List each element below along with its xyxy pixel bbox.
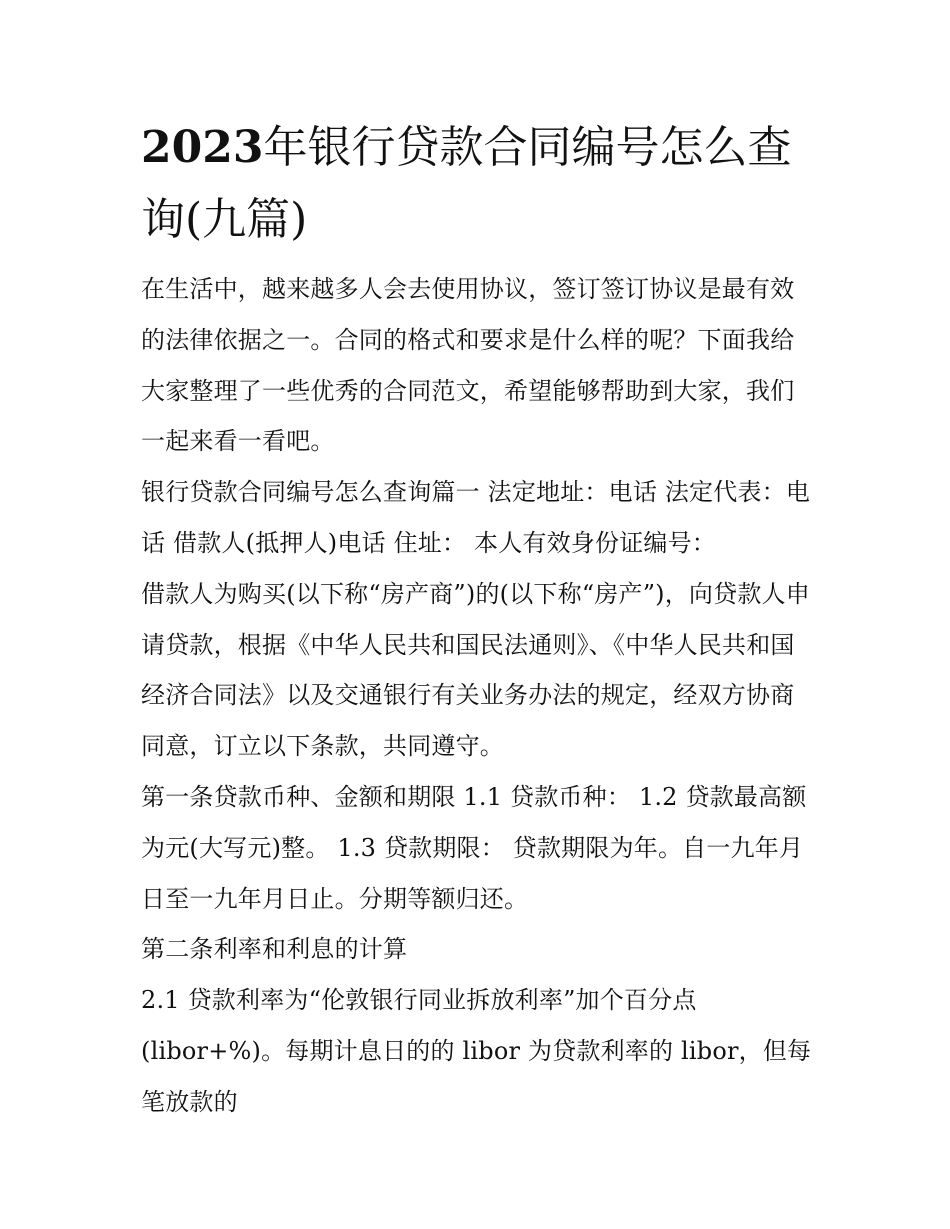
paragraph-intro: 在生活中，越来越多人会去使用协议，签订签订协议是最有效的法律依据之一。合同的格式和要求是什么样的呢？下面我给大家整理了一些优秀的合同范文，希望能够帮助到大家，我们一起来看一看吧。 bbox=[141, 275, 795, 456]
paragraph-clause-one: 第一条贷款币种、金额和期限 1.1 贷款币种： 1.2 贷款最高额为元(大写元)整。 1.3 贷款期限： 贷款期限为年。自一九年月日至一九年月日止。分期等额归还。 bbox=[141, 782, 807, 913]
title-year: 2023 bbox=[141, 122, 264, 173]
document-title bbox=[141, 112, 813, 256]
document-body bbox=[141, 112, 813, 1128]
paragraph-clause-two-one: 2.1 贷款利率为“伦敦银行同业拆放利率”加个百分点(libor+%)。每期计息日的的 libor 为贷款利率的 libor，但每笔放款的 bbox=[141, 986, 812, 1116]
paragraph-preamble: 借款人为购买(以下称“房产商”)的(以下称“房产”)，向贷款人申请贷款，根据《中华人民共和国民法通则》、《中华人民共和国经济合同法》以及交通银行有关业务办法的规定，经双方协商同意，订立以下条款，共同遵守。 bbox=[141, 579, 810, 761]
title-text: 年银行贷款合同编号怎么查询(九篇) bbox=[141, 122, 792, 245]
paragraph-clause-two-heading: 第二条利率和利息的计算 bbox=[141, 935, 408, 964]
paragraph-article-header: 银行贷款合同编号怎么查询篇一 法定地址：电话 法定代表：电话 借款人(抵押人)电话 住址： 本人有效身份证编号： bbox=[141, 478, 811, 557]
